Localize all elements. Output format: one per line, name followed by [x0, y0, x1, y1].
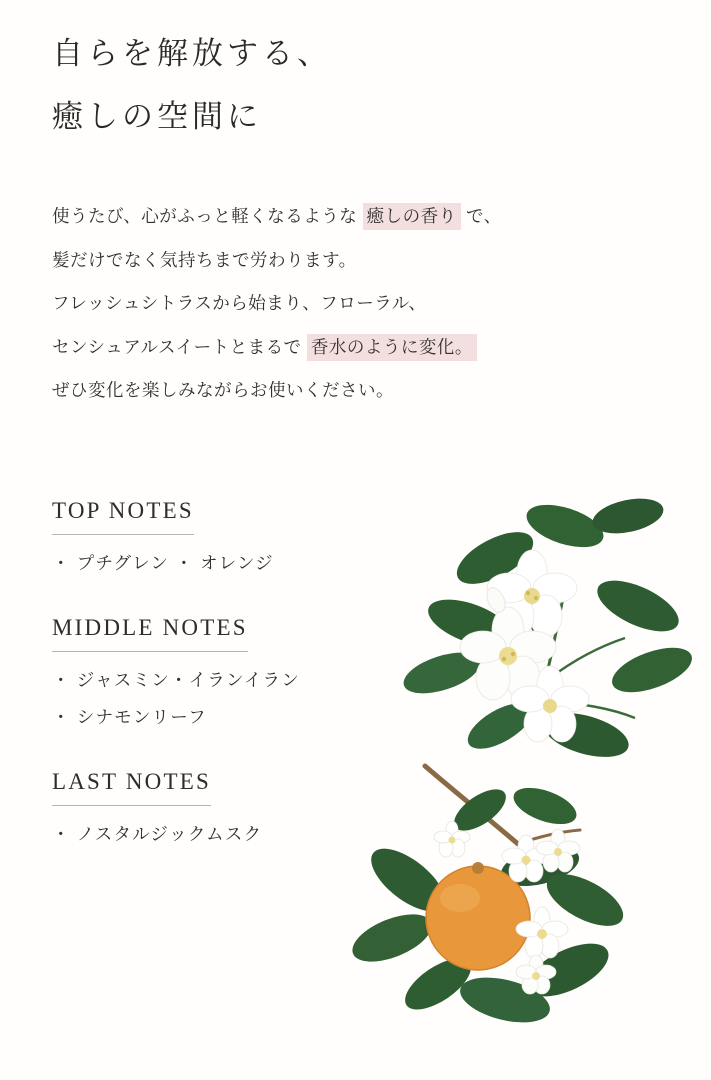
body-line-5: ぜひ変化を楽しみながらお使いください。 — [52, 380, 394, 400]
page-title-line-1: 自らを解放する、 — [52, 36, 332, 71]
body-line-4 — [52, 336, 652, 357]
body-copy — [52, 208, 652, 426]
body-line-1 — [52, 208, 652, 226]
note-item: ・ ノスタルジックムスク — [52, 823, 263, 844]
note-item: ・ プチグレン ・ オレンジ — [52, 553, 274, 573]
body-line-4-text-before: センシュアルスイートとまるで — [52, 336, 307, 357]
note-group-middle — [52, 615, 452, 727]
body-line-4-highlight: 香水のように変化。 — [307, 334, 477, 361]
body-line-1-text-after: で、 — [460, 206, 502, 226]
note-group-last — [52, 769, 452, 844]
note-title-middle: MIDDLE NOTES — [52, 615, 248, 652]
body-line-1-highlight: 癒しの香り — [363, 203, 461, 230]
body-line-1-text-before: 使うたび、心がふっと軽くなるような — [52, 206, 363, 226]
page-title-line-2: 癒しの空間に — [52, 99, 262, 134]
body-line-3: フレッシュシトラスから始まり、フローラル、 — [52, 293, 427, 313]
note-item: ・ シナモンリーフ — [52, 707, 207, 727]
note-group-top — [52, 498, 452, 573]
note-title-last: LAST NOTES — [52, 769, 211, 806]
fragrance-notes-list — [52, 498, 452, 843]
note-item: ・ ジャスミン・イランイラン — [52, 669, 300, 690]
page-title — [52, 38, 612, 164]
note-title-top: TOP NOTES — [52, 498, 194, 535]
body-line-2: 髪だけでなく気持ちまで労わります。 — [52, 249, 357, 270]
